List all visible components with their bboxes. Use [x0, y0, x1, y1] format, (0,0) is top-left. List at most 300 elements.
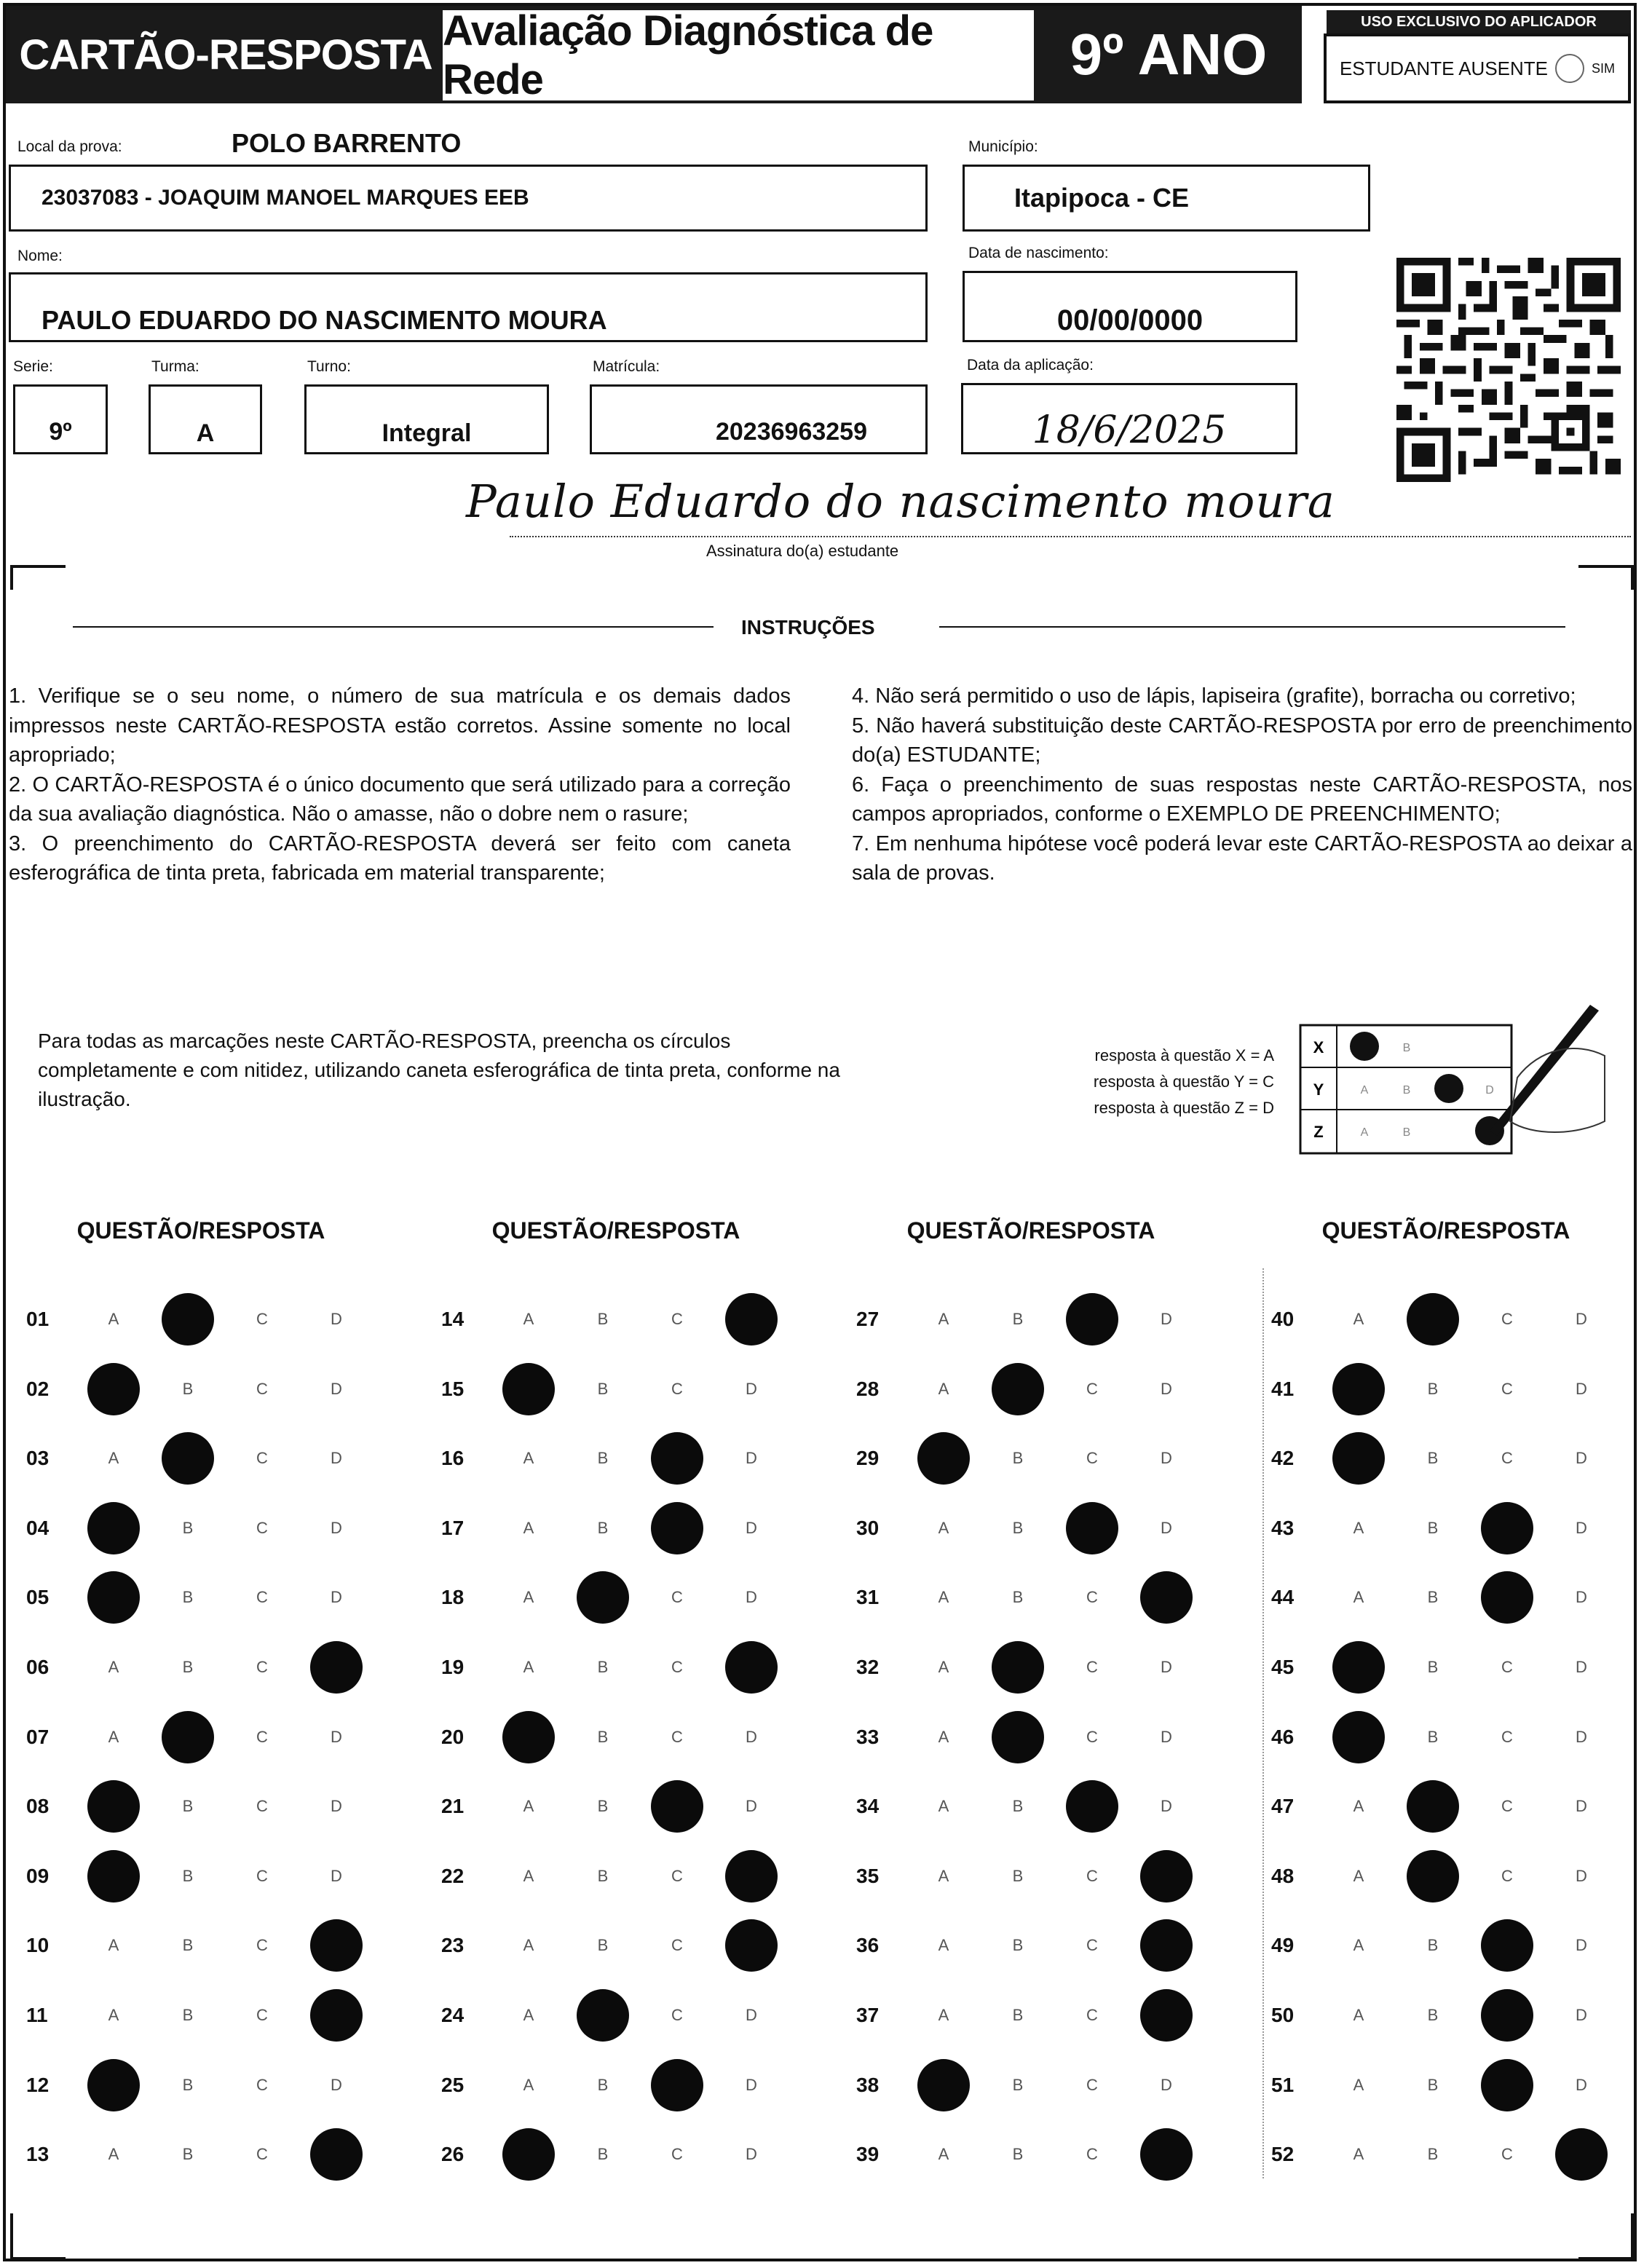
- answer-bubble-11-a[interactable]: A: [108, 2006, 119, 2024]
- answer-bubble-11-b[interactable]: B: [182, 2006, 194, 2024]
- answer-bubble-44-d[interactable]: D: [1576, 1588, 1587, 1607]
- answer-bubble-10-a[interactable]: A: [108, 1936, 119, 1955]
- question-number: 09: [26, 1864, 50, 1887]
- answer-bubble-filled-17-c[interactable]: [651, 1502, 703, 1554]
- question-number: 34: [856, 1795, 880, 1818]
- answer-bubble-48-c[interactable]: C: [1501, 1866, 1513, 1885]
- question-number: 10: [26, 1934, 50, 1957]
- question-number: 21: [441, 1795, 465, 1818]
- answer-bubble-26-c[interactable]: C: [671, 2145, 683, 2164]
- answer-bubble-45-b[interactable]: B: [1427, 1658, 1439, 1676]
- answer-bubble-filled-23-d[interactable]: [725, 1919, 778, 1972]
- matricula-label: Matrícula:: [593, 358, 660, 375]
- exclusive-label: USO EXCLUSIVO DO APLICADOR: [1327, 10, 1631, 33]
- question-number: 17: [441, 1516, 465, 1539]
- answer-bubble-26-b[interactable]: B: [597, 2145, 609, 2164]
- answer-bubble-filled-52-d[interactable]: [1555, 2128, 1608, 2181]
- question-number: 37: [856, 2004, 880, 2026]
- answer-bubble-filled-30-c[interactable]: [1066, 1502, 1118, 1554]
- answer-bubble-23-b[interactable]: B: [597, 1936, 609, 1955]
- answer-bubble-21-d[interactable]: D: [746, 1797, 757, 1816]
- answer-bubble-43-b[interactable]: B: [1427, 1518, 1439, 1537]
- question-number: 28: [856, 1377, 880, 1400]
- answer-bubble-28-a[interactable]: A: [938, 1379, 949, 1398]
- answer-bubble-29-d[interactable]: D: [1161, 1449, 1172, 1468]
- answer-bubble-20-c[interactable]: C: [671, 1727, 683, 1746]
- answer-bubble-28-c[interactable]: C: [1086, 1379, 1098, 1398]
- local-value: POLO BARRENTO: [232, 128, 462, 158]
- answer-bubble-25-b[interactable]: B: [597, 2075, 609, 2094]
- answer-bubble-filled-36-d[interactable]: [1140, 1919, 1193, 1972]
- answer-bubble-51-d[interactable]: D: [1576, 2075, 1587, 2094]
- municipio-field: Itapipoca - CE: [963, 165, 1370, 232]
- answer-bubble-05-b[interactable]: B: [182, 1588, 194, 1607]
- answer-bubble-13-b[interactable]: B: [182, 2145, 194, 2164]
- answer-bubble-14-c[interactable]: C: [671, 1310, 683, 1328]
- answer-bubble-47-d[interactable]: D: [1576, 1797, 1587, 1816]
- answer-bubble-24-c[interactable]: C: [671, 2006, 683, 2024]
- answer-bubble-filled-19-d[interactable]: [725, 1641, 778, 1694]
- aplicacao-label: Data da aplicação:: [967, 357, 1094, 374]
- column-header-1: QUESTÃO/RESPOSTA: [76, 1217, 325, 1244]
- answer-bubble-filled-16-c[interactable]: [651, 1432, 703, 1485]
- turma-field: A: [149, 384, 262, 454]
- answer-bubble-filled-44-c[interactable]: [1481, 1571, 1533, 1624]
- answer-bubble-48-a[interactable]: A: [1353, 1866, 1364, 1885]
- answer-bubble-19-c[interactable]: C: [671, 1658, 683, 1676]
- answer-bubble-52-c[interactable]: C: [1501, 2145, 1513, 2164]
- question-number: 43: [1271, 1516, 1295, 1539]
- answer-bubble-07-d[interactable]: D: [331, 1727, 342, 1746]
- answer-bubble-19-b[interactable]: B: [597, 1658, 609, 1676]
- answer-bubble-01-a[interactable]: A: [108, 1310, 119, 1328]
- answer-bubble-17-b[interactable]: B: [597, 1518, 609, 1537]
- answer-bubble-filled-39-d[interactable]: [1140, 2128, 1193, 2181]
- answer-bubble-40-c[interactable]: C: [1501, 1310, 1513, 1328]
- answer-bubble-26-d[interactable]: D: [746, 2145, 757, 2164]
- answer-bubble-filled-37-d[interactable]: [1140, 1989, 1193, 2042]
- answer-bubble-29-c[interactable]: C: [1086, 1449, 1098, 1468]
- answer-bubble-filled-24-b[interactable]: [577, 1989, 629, 2042]
- nome-label: Nome:: [17, 248, 63, 264]
- question-number: 11: [26, 2004, 48, 2026]
- answer-bubble-25-d[interactable]: D: [746, 2075, 757, 2094]
- answer-bubble-12-b[interactable]: B: [182, 2075, 194, 2094]
- answer-bubble-filled-51-c[interactable]: [1481, 2059, 1533, 2111]
- turma-label: Turma:: [151, 358, 199, 375]
- answer-bubble-filled-10-d[interactable]: [310, 1919, 363, 1972]
- answer-bubble-06-b[interactable]: B: [182, 1658, 194, 1676]
- answer-bubble-15-c[interactable]: C: [671, 1379, 683, 1398]
- answer-bubble-47-c[interactable]: C: [1501, 1797, 1513, 1816]
- absent-option: SIM: [1592, 60, 1616, 76]
- matricula-field: 20236963259: [590, 384, 928, 454]
- answer-bubble-16-a[interactable]: A: [523, 1449, 534, 1468]
- handwritten-signature: Paulo Eduardo do nascimento moura: [466, 475, 1335, 528]
- answer-bubble-29-b[interactable]: B: [1012, 1449, 1024, 1468]
- answer-bubble-20-b[interactable]: B: [597, 1727, 609, 1746]
- answer-bubble-filled-05-a[interactable]: [87, 1571, 140, 1624]
- answer-bubble-37-c[interactable]: C: [1086, 2006, 1098, 2024]
- answer-bubble-49-b[interactable]: B: [1427, 1936, 1439, 1955]
- answer-bubble-10-c[interactable]: C: [256, 1936, 268, 1955]
- nome-field: PAULO EDUARDO DO NASCIMENTO MOURA: [9, 272, 928, 342]
- school-field: 23037083 - JOAQUIM MANOEL MARQUES EEB: [9, 165, 928, 232]
- municipio-label: Município:: [968, 138, 1038, 155]
- answer-bubble-46-b[interactable]: B: [1427, 1727, 1439, 1746]
- question-number: 51: [1271, 2073, 1295, 2096]
- answer-bubble-27-a[interactable]: A: [938, 1310, 949, 1328]
- legend-line-y: resposta à questão Y = C: [1093, 1072, 1274, 1091]
- answer-bubble-39-c[interactable]: C: [1086, 2145, 1098, 2164]
- answer-bubble-19-a[interactable]: A: [523, 1658, 534, 1676]
- answer-bubble-filled-48-b[interactable]: [1407, 1850, 1459, 1902]
- answer-bubble-08-d[interactable]: D: [331, 1797, 342, 1816]
- answer-bubble-filled-01-b[interactable]: [162, 1293, 214, 1346]
- answer-bubble-filled-46-a[interactable]: [1332, 1711, 1385, 1763]
- answer-bubble-22-b[interactable]: B: [597, 1866, 609, 1885]
- answer-bubble-filled-07-b[interactable]: [162, 1711, 214, 1763]
- answer-bubble-18-c[interactable]: C: [671, 1588, 683, 1607]
- answer-bubble-38-b[interactable]: B: [1012, 2075, 1024, 2094]
- answer-bubble-16-b[interactable]: B: [597, 1449, 609, 1468]
- answer-bubble-43-d[interactable]: D: [1576, 1518, 1587, 1537]
- example-legend: [1005, 1043, 1274, 1121]
- answer-bubble-34-a[interactable]: A: [938, 1797, 949, 1816]
- answer-bubble-filled-21-c[interactable]: [651, 1780, 703, 1833]
- question-number: 20: [441, 1725, 465, 1748]
- answer-bubble-32-a[interactable]: A: [938, 1658, 949, 1676]
- answer-bubble-40-a[interactable]: A: [1353, 1310, 1364, 1328]
- answer-bubble-filled-02-a[interactable]: [87, 1363, 140, 1415]
- answer-bubble-15-d[interactable]: D: [746, 1379, 757, 1398]
- answer-bubble-08-b[interactable]: B: [182, 1797, 194, 1816]
- answer-bubble-27-b[interactable]: B: [1012, 1310, 1024, 1328]
- absent-label: ESTUDANTE AUSENTE: [1339, 57, 1549, 79]
- answer-bubble-13-c[interactable]: C: [256, 2145, 268, 2164]
- answer-bubble-35-b[interactable]: B: [1012, 1866, 1024, 1885]
- answer-bubble-filled-41-a[interactable]: [1332, 1363, 1385, 1415]
- svg-text:A: A: [1360, 1084, 1369, 1097]
- question-number: 47: [1271, 1795, 1295, 1818]
- answer-bubble-43-a[interactable]: A: [1353, 1518, 1364, 1537]
- answer-bubble-41-d[interactable]: D: [1576, 1379, 1587, 1398]
- svg-text:D: D: [1485, 1084, 1494, 1097]
- answer-bubble-42-b[interactable]: B: [1427, 1449, 1439, 1468]
- question-number: 04: [26, 1516, 50, 1539]
- column-separator: [1262, 1268, 1264, 2178]
- answer-bubble-22-c[interactable]: C: [671, 1866, 683, 1885]
- answer-bubble-32-c[interactable]: C: [1086, 1658, 1098, 1676]
- question-number: 49: [1271, 1934, 1295, 1957]
- answer-bubble-14-a[interactable]: A: [523, 1310, 534, 1328]
- answer-bubble-24-a[interactable]: A: [523, 2006, 534, 2024]
- card-title: CARTÃO-RESPOSTA: [19, 31, 432, 79]
- svg-text:B: B: [1402, 1042, 1411, 1054]
- answer-bubble-21-b[interactable]: B: [597, 1797, 609, 1816]
- answer-bubble-05-c[interactable]: C: [256, 1588, 268, 1607]
- answer-bubble-45-c[interactable]: C: [1501, 1658, 1513, 1676]
- question-number: 25: [441, 2073, 465, 2096]
- answer-bubble-filled-29-a[interactable]: [917, 1432, 970, 1485]
- answer-bubble-33-a[interactable]: A: [938, 1727, 949, 1746]
- answer-bubble-filled-45-a[interactable]: [1332, 1641, 1385, 1694]
- signature-line: [510, 536, 1631, 537]
- answer-bubble-25-a[interactable]: A: [523, 2075, 534, 2094]
- answer-bubble-filled-08-a[interactable]: [87, 1780, 140, 1833]
- signature-label: Assinatura do(a) estudante: [706, 542, 899, 560]
- answer-bubble-28-d[interactable]: D: [1161, 1379, 1172, 1398]
- answer-bubble-50-a[interactable]: A: [1353, 2006, 1364, 2024]
- answer-bubble-48-d[interactable]: D: [1576, 1866, 1587, 1885]
- answer-bubble-35-a[interactable]: A: [938, 1866, 949, 1885]
- answer-bubble-07-a[interactable]: A: [108, 1727, 119, 1746]
- example-row-x-label: X: [1313, 1038, 1324, 1056]
- answer-bubble-filled-04-a[interactable]: [87, 1502, 140, 1554]
- answer-bubble-17-d[interactable]: D: [746, 1518, 757, 1537]
- question-number: 35: [856, 1864, 880, 1887]
- answer-bubble-32-d[interactable]: D: [1161, 1658, 1172, 1676]
- answer-bubble-09-b[interactable]: B: [182, 1866, 194, 1885]
- question-number: 38: [856, 2073, 880, 2096]
- answer-bubble-04-b[interactable]: B: [182, 1518, 194, 1537]
- instruction-4: 4. Não será permitido o uso de lápis, lapiseira (grafite), borracha ou corretivo;: [852, 684, 1576, 708]
- answer-bubble-filled-12-a[interactable]: [87, 2059, 140, 2111]
- answer-bubble-44-b[interactable]: B: [1427, 1588, 1439, 1607]
- answer-bubble-filled-25-c[interactable]: [651, 2059, 703, 2111]
- answer-bubble-filled-42-a[interactable]: [1332, 1432, 1385, 1485]
- instructions-rule-right: [939, 626, 1565, 628]
- answer-bubble-51-b[interactable]: B: [1427, 2075, 1439, 2094]
- answer-bubble-filled-43-c[interactable]: [1481, 1502, 1533, 1554]
- answer-bubble-52-b[interactable]: B: [1427, 2145, 1439, 2164]
- answer-bubble-04-c[interactable]: C: [256, 1518, 268, 1537]
- qr-code: [1396, 258, 1621, 482]
- answer-bubble-34-d[interactable]: D: [1161, 1797, 1172, 1816]
- exam-title: Avaliação Diagnóstica de Rede: [443, 10, 1034, 100]
- turno-label: Turno:: [307, 358, 351, 375]
- example-text: Para todas as marcações neste CARTÃO-RESPOSTA, preencha os círculos completamente e com nitidez, utilizando caneta esferográfica de tinta preta, conforme na ilustração.: [38, 1030, 840, 1110]
- answer-bubble-23-a[interactable]: A: [523, 1936, 534, 1955]
- answer-bubble-42-c[interactable]: C: [1501, 1449, 1513, 1468]
- answer-bubble-21-a[interactable]: A: [523, 1797, 534, 1816]
- nascimento-field: 00/00/0000: [963, 271, 1297, 342]
- answer-bubble-36-b[interactable]: B: [1012, 1936, 1024, 1955]
- answer-bubble-03-c[interactable]: C: [256, 1449, 268, 1468]
- instructions-title: INSTRUÇÕES: [741, 616, 875, 639]
- answer-bubble-40-d[interactable]: D: [1576, 1310, 1587, 1328]
- answer-bubble-31-c[interactable]: C: [1086, 1588, 1098, 1607]
- answer-bubble-23-c[interactable]: C: [671, 1936, 683, 1955]
- answer-bubble-07-c[interactable]: C: [256, 1727, 268, 1746]
- question-number: 48: [1271, 1864, 1295, 1887]
- answer-bubble-09-d[interactable]: D: [331, 1866, 342, 1885]
- answer-bubble-38-c[interactable]: C: [1086, 2075, 1098, 2094]
- answer-bubble-45-d[interactable]: D: [1576, 1658, 1587, 1676]
- answer-bubble-filled-47-b[interactable]: [1407, 1780, 1459, 1833]
- absent-box: [1324, 33, 1631, 103]
- answer-bubble-51-a[interactable]: A: [1353, 2075, 1364, 2094]
- question-number: 08: [26, 1795, 50, 1818]
- question-number: 44: [1271, 1586, 1295, 1609]
- svg-text:B: B: [1402, 1084, 1411, 1097]
- answer-bubble-filled-18-b[interactable]: [577, 1571, 629, 1624]
- question-number: 46: [1271, 1725, 1295, 1748]
- answer-bubble-22-a[interactable]: A: [523, 1866, 534, 1885]
- answer-bubble-02-d[interactable]: D: [331, 1379, 342, 1398]
- answer-bubble-filled-27-c[interactable]: [1066, 1293, 1118, 1346]
- question-number: 14: [441, 1308, 465, 1330]
- instructions-left: [9, 681, 791, 888]
- question-number: 30: [856, 1516, 880, 1539]
- answer-bubble-31-a[interactable]: A: [938, 1588, 949, 1607]
- answer-bubble-filled-38-a[interactable]: [917, 2059, 970, 2111]
- answer-bubble-31-b[interactable]: B: [1012, 1588, 1024, 1607]
- answer-bubble-filled-09-a[interactable]: [87, 1850, 140, 1902]
- answer-bubble-filled-32-b[interactable]: [992, 1641, 1044, 1694]
- question-number: 39: [856, 2143, 880, 2166]
- question-number: 18: [441, 1586, 465, 1609]
- answer-bubble-13-a[interactable]: A: [108, 2145, 119, 2164]
- answer-bubble-filled-11-d[interactable]: [310, 1989, 363, 2042]
- answer-bubble-24-d[interactable]: D: [746, 2006, 757, 2024]
- answer-bubble-47-a[interactable]: A: [1353, 1797, 1364, 1816]
- answer-bubble-38-d[interactable]: D: [1161, 2075, 1172, 2094]
- answer-bubble-20-d[interactable]: D: [746, 1727, 757, 1746]
- answer-bubble-17-a[interactable]: A: [523, 1518, 534, 1537]
- answer-bubble-filled-13-d[interactable]: [310, 2128, 363, 2181]
- grade-title: 9º ANO: [1070, 22, 1268, 87]
- answer-bubble-04-d[interactable]: D: [331, 1518, 342, 1537]
- answer-bubble-16-d[interactable]: D: [746, 1449, 757, 1468]
- local-label: Local da prova:: [17, 138, 122, 155]
- question-number: 36: [856, 1934, 880, 1957]
- answer-bubble-41-b[interactable]: B: [1427, 1379, 1439, 1398]
- question-number: 52: [1271, 2143, 1295, 2166]
- answer-bubble-37-a[interactable]: A: [938, 2006, 949, 2024]
- answer-bubble-39-b[interactable]: B: [1012, 2145, 1024, 2164]
- answer-bubble-12-d[interactable]: D: [331, 2075, 342, 2094]
- answer-bubble-14-b[interactable]: B: [597, 1310, 609, 1328]
- answer-bubble-filled-34-c[interactable]: [1066, 1780, 1118, 1833]
- question-number: 03: [26, 1447, 50, 1470]
- answer-bubble-46-c[interactable]: C: [1501, 1727, 1513, 1746]
- legend-line-x: resposta à questão X = A: [1094, 1046, 1274, 1064]
- answer-bubble-46-d[interactable]: D: [1576, 1727, 1587, 1746]
- answer-bubble-03-d[interactable]: D: [331, 1449, 342, 1468]
- answer-bubble-15-b[interactable]: B: [597, 1379, 609, 1398]
- answer-bubble-36-a[interactable]: A: [938, 1936, 949, 1955]
- answer-bubble-33-c[interactable]: C: [1086, 1727, 1098, 1746]
- answer-bubble-11-c[interactable]: C: [256, 2006, 268, 2024]
- answer-bubble-37-b[interactable]: B: [1012, 2006, 1024, 2024]
- answer-bubble-27-d[interactable]: D: [1161, 1310, 1172, 1328]
- answer-bubble-filled-40-b[interactable]: [1407, 1293, 1459, 1346]
- question-number: 50: [1271, 2004, 1295, 2026]
- answer-bubble-08-c[interactable]: C: [256, 1797, 268, 1816]
- answer-bubble-filled-22-d[interactable]: [725, 1850, 778, 1902]
- question-number: 01: [26, 1308, 50, 1330]
- answer-bubble-49-d[interactable]: D: [1576, 1936, 1587, 1955]
- answer-bubble-03-a[interactable]: A: [108, 1449, 119, 1468]
- answer-bubble-42-d[interactable]: D: [1576, 1449, 1587, 1468]
- question-number: 32: [856, 1656, 880, 1678]
- answer-bubble-filled-06-d[interactable]: [310, 1641, 363, 1694]
- answer-bubble-30-b[interactable]: B: [1012, 1518, 1024, 1537]
- question-number: 15: [441, 1377, 465, 1400]
- question-number: 13: [26, 2143, 50, 2166]
- answer-bubble-30-d[interactable]: D: [1161, 1518, 1172, 1537]
- corner-bracket-bottom-left: [10, 2213, 66, 2260]
- question-number: 12: [26, 2073, 50, 2096]
- answer-bubble-filled-50-c[interactable]: [1481, 1989, 1533, 2042]
- answer-bubble-36-c[interactable]: C: [1086, 1936, 1098, 1955]
- answer-bubble-filled-14-d[interactable]: [725, 1293, 778, 1346]
- answer-bubble-02-c[interactable]: C: [256, 1379, 268, 1398]
- question-number: 40: [1271, 1308, 1295, 1330]
- question-number: 41: [1271, 1377, 1295, 1400]
- question-number: 27: [856, 1308, 880, 1330]
- answer-bubble-09-c[interactable]: C: [256, 1866, 268, 1885]
- answer-bubble-filled-31-d[interactable]: [1140, 1571, 1193, 1624]
- answer-bubble-01-c[interactable]: C: [256, 1310, 268, 1328]
- answer-bubble-filled-35-d[interactable]: [1140, 1850, 1193, 1902]
- answer-bubble-12-c[interactable]: C: [256, 2075, 268, 2094]
- answer-bubble-filled-28-b[interactable]: [992, 1363, 1044, 1415]
- question-number: 33: [856, 1725, 880, 1748]
- answer-bubble-44-a[interactable]: A: [1353, 1588, 1364, 1607]
- answer-bubble-filled-15-a[interactable]: [502, 1363, 555, 1415]
- question-number: 07: [26, 1725, 50, 1748]
- answer-bubble-50-d[interactable]: D: [1576, 2006, 1587, 2024]
- question-number: 22: [441, 1864, 465, 1887]
- answer-bubble-30-a[interactable]: A: [938, 1518, 949, 1537]
- question-number: 42: [1271, 1447, 1295, 1470]
- answer-bubble-filled-33-b[interactable]: [992, 1711, 1044, 1763]
- answer-bubble-filled-26-a[interactable]: [502, 2128, 555, 2181]
- answer-bubble-filled-20-a[interactable]: [502, 1711, 555, 1763]
- answer-bubble-34-b[interactable]: B: [1012, 1797, 1024, 1816]
- answer-bubble-filled-49-c[interactable]: [1481, 1919, 1533, 1972]
- answer-bubble-01-d[interactable]: D: [331, 1310, 342, 1328]
- answer-bubble-18-a[interactable]: A: [523, 1588, 534, 1607]
- answer-bubble-49-a[interactable]: A: [1353, 1936, 1364, 1955]
- answer-bubble-10-b[interactable]: B: [182, 1936, 194, 1955]
- column-header-2: QUESTÃO/RESPOSTA: [491, 1217, 740, 1244]
- instruction-7: 7. Em nenhuma hipótese você poderá levar este CARTÃO-RESPOSTA ao deixar a sala de provas.: [852, 831, 1632, 885]
- answer-bubble-18-d[interactable]: D: [746, 1588, 757, 1607]
- question-number: 23: [441, 1934, 465, 1957]
- absent-checkbox[interactable]: [1555, 54, 1584, 83]
- instruction-5: 5. Não haverá substituição deste CARTÃO-RESPOSTA por erro de preenchimento do(a) ESTUDANTE;: [852, 714, 1632, 767]
- answer-bubble-filled-03-b[interactable]: [162, 1432, 214, 1485]
- question-number: 24: [441, 2004, 465, 2026]
- aplicacao-field: 18/6/2025: [961, 383, 1297, 454]
- question-number: 16: [441, 1447, 465, 1470]
- answer-bubble-52-a[interactable]: A: [1353, 2145, 1364, 2164]
- answer-bubble-50-b[interactable]: B: [1427, 2006, 1439, 2024]
- answer-bubble-33-d[interactable]: D: [1161, 1727, 1172, 1746]
- answer-bubble-41-c[interactable]: C: [1501, 1379, 1513, 1398]
- svg-text:A: A: [1360, 1126, 1369, 1139]
- answer-bubble-05-d[interactable]: D: [331, 1588, 342, 1607]
- answer-bubble-39-a[interactable]: A: [938, 2145, 949, 2164]
- answer-bubble-35-c[interactable]: C: [1086, 1866, 1098, 1885]
- serie-label: Serie:: [13, 358, 53, 375]
- answer-bubble-06-a[interactable]: A: [108, 1658, 119, 1676]
- answer-bubble-02-b[interactable]: B: [182, 1379, 194, 1398]
- answer-bubble-06-c[interactable]: C: [256, 1658, 268, 1676]
